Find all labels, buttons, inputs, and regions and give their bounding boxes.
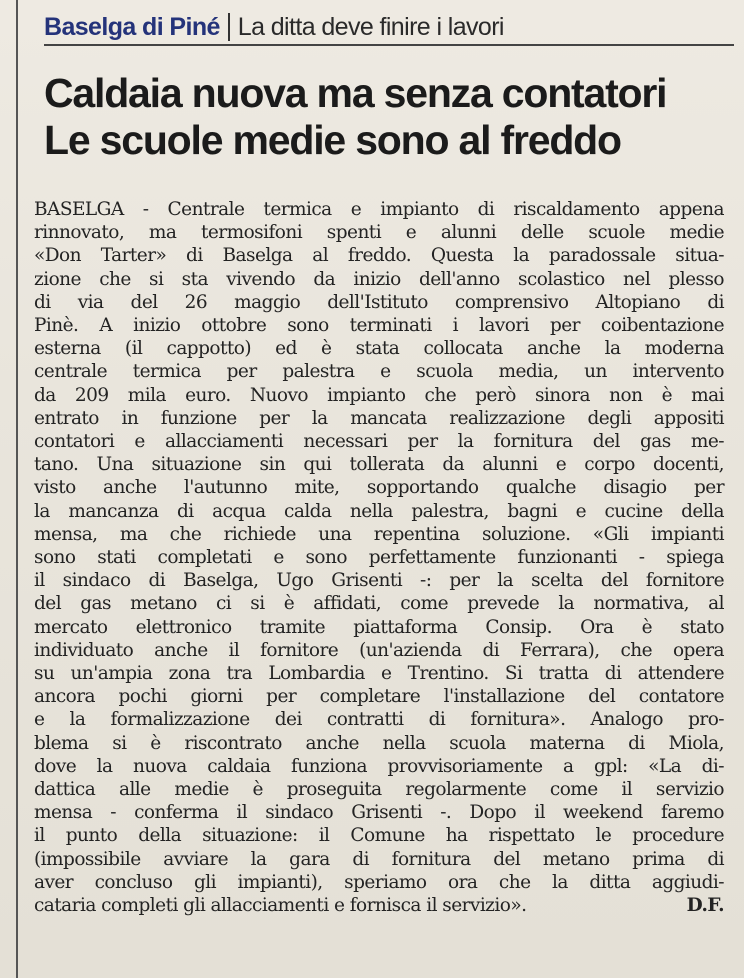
author-signature: D.F.: [686, 895, 724, 917]
headline-line-2: Le scuole medie sono al freddo: [44, 117, 621, 163]
article-line: ancora pochi giorni per completare l'installazione del contatore: [34, 686, 724, 708]
article-line: visto anche l'autunno mite, sopportando qualche disagio per: [34, 477, 724, 499]
headline: [44, 70, 734, 164]
article-line: il sindaco di Baselga, Ugo Grisenti -: per la scelta del fornitore: [34, 570, 724, 592]
article-line: aver concluso gli impianti), speriamo ora che la ditta aggiudi-: [34, 871, 724, 893]
article-line: rinnovato, ma termosifoni spenti e alunni delle scuole medie: [34, 222, 724, 244]
article-line: mercato elettronico tramite piattaforma Consip. Ora è stato: [34, 616, 724, 638]
article-line: dattica alle medie è proseguita regolarmente come il servizio: [34, 779, 724, 801]
article-line: la mancanza di acqua calda nella palestra, bagni e cucine della: [34, 500, 724, 522]
article-line: contatori e allacciamenti necessari per la fornitura del gas me-: [34, 431, 724, 453]
article-line: su un'ampia zona tra Lombardia e Trentino. Si tratta di attendere: [34, 663, 724, 685]
kicker-bar: [44, 10, 734, 46]
article-line: mensa - conferma il sindaco Grisenti -. Dopo il weekend faremo: [34, 802, 724, 824]
article-line: centrale termica per palestra e scuola media, un intervento: [34, 361, 724, 383]
column-rule: [16, 0, 18, 978]
article-last-line: [34, 894, 724, 917]
article-line: individuato anche il fornitore (un'azienda di Ferrara), che opera: [34, 639, 724, 661]
article-line: esterna (il cappotto) ed è stata collocata anche la moderna: [34, 338, 724, 360]
article-line: da 209 mila euro. Nuovo impianto che però sinora non è mai: [34, 384, 724, 406]
article-line: mensa, ma che richiede una repentina soluzione. «Gli impianti: [34, 523, 724, 545]
article-line: (impossibile avviare la gara di fornitura del metano prima di: [34, 848, 724, 870]
article-line: Pinè. A inizio ottobre sono terminati i lavori per coibentazione: [34, 315, 724, 337]
article-line: blema si è riscontrato anche nella scuola materna di Miola,: [34, 732, 724, 754]
article-body: [34, 198, 724, 917]
kicker-divider: [228, 13, 230, 41]
section-label: Baselga di Piné: [44, 12, 220, 41]
article-line: entrato in funzione per la mancata realizzazione degli appositi: [34, 407, 724, 429]
article-line: tano. Una situazione sin qui tollerata da alunni e corpo docenti,: [34, 454, 724, 476]
article-line: del gas metano ci si è affidati, come prevede la normativa, al: [34, 593, 724, 615]
headline-line-1: Caldaia nuova ma senza contatori: [44, 70, 667, 116]
article-line: «Don Tarter» di Baselga al freddo. Questa la paradossale situa-: [34, 245, 724, 267]
kicker-subtitle: La ditta deve finire i lavori: [237, 12, 504, 41]
article-line: il punto della situazione: il Comune ha rispettato le procedure: [34, 825, 724, 847]
article-line: dove la nuova caldaia funziona provvisoriamente a gpl: «La di-: [34, 755, 724, 777]
article-closing-text: cataria completi gli allacciamenti e fornisca il servizio».: [34, 895, 527, 917]
article-line: e la formalizzazione dei contratti di fornitura». Analogo pro-: [34, 709, 724, 731]
article-line: sono stati completati e sono perfettamente funzionanti - spiega: [34, 547, 724, 569]
article-line: di via del 26 maggio dell'Istituto comprensivo Altopiano di: [34, 291, 724, 313]
article-line: zione che si sta vivendo da inizio dell'anno scolastico nel plesso: [34, 268, 724, 290]
article-line: BASELGA - Centrale termica e impianto di riscaldamento appena: [34, 199, 724, 220]
